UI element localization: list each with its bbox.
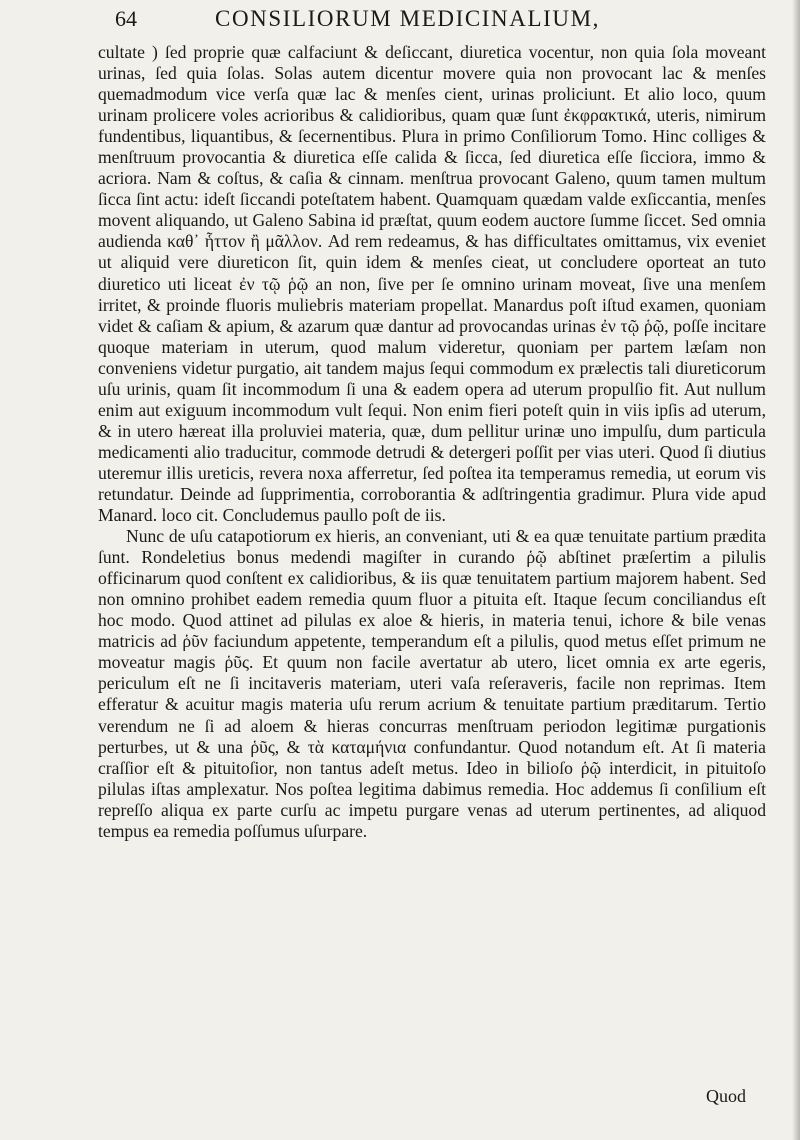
running-head: CONSILIORUM MEDICINALIUM, bbox=[215, 6, 600, 31]
body-text bbox=[98, 42, 766, 842]
catchword: Quod bbox=[706, 1086, 746, 1106]
paragraph-2: Nunc de uſu catapotiorum ex hieris, an conveniant, uti & ea quæ tenuitate partium prædita ſunt. Rondeletius bonus medendi magiſter in curando ῥῷ abſtinet præſertim a pilulis officinarum quod conſtent ex calidioribus, & iis quæ tenuitatem partium majorem habent. Sed non omnino prohibet eadem remedia quum fluor a pituita eſt. Itaque ſecum conciliandus eſt hoc modo. Quod attinet ad pilulas ex aloe & hieris, in materia tenui, ichore & bile venas matricis ad ῥῦν faciundum appetente, temperandum eſt a pilulis, quod metus eſſet primum ne moveatur magis ῥῦς. Et quum non facile avertatur ab utero, licet omnia ex arte egeris, periculum eſt ne ſi incitaveris materiam, uteri vaſa reſeraveris, facile non reprimas. Item efferatur & acuitur magis materia uſu rerum acrium & tenuitate partium præditarum. Tertio verendum ne ſi ad aloem & hieras concurras menſtruam periodon legitimæ purgationis perturbes, ut & una ῥῦς, & τὰ καταμήνια confundantur. Quod notandum eſt. At ſi materia craſſior eſt & pituitoſior, non tantus adeſt metus. Ideo in bilioſo ῥῷ interdicit, in pituitoſo pilulas iſtas amplexatur. Nos poſtea legitima dabimus remedia. Hoc addemus ſi conſilium eſt repreſſo aliqua ex parte curſu ac impetu purgare venas ad uterum pertinentes, ad aliquod tempus ea remedia poſſumus uſurpare. bbox=[98, 526, 766, 841]
page-number: 64 bbox=[115, 6, 137, 31]
paragraph-1: cultate ) ſed proprie quæ calfaciunt & deſiccant, diuretica vocentur, non quia ſola moveant urinas, ſed quia ſolas. Solas autem dicentur movere quia non provocant lac & menſes quemadmodum vice verſa quæ lac & menſes cient, urinas proliciunt. Et alio loco, quum urinam prolicere voles acrioribus & calidioribus, quam quæ ſunt ἐκφρακτικά, uteris, nimirum fundentibus, liquantibus, & ſecernentibus. Plura in primo Conſiliorum Tomo. Hinc colliges & menſtruum provocantia & diuretica eſſe calida & ſicca, ſed diuretica eſſe ſicciora, immo & acriora. Nam & coſtus, & caſia & cinnam. menſtrua provocant Galeno, quum tamen multum ſicca ſint actu: ideſt ſiccandi poteſtatem habent. Quamquam quædam valde exſiccantia, menſes movent aliquando, ut Galeno Sabina id præſtat, quum eodem auctore ſumme ſiccet. Sed omnia audienda καθ᾽ ἧττον ἢ μᾶλλον. Ad rem redeamus, & has difficultates omittamus, vix eveniet ut aliquid vere diureticon ſit, quin idem & menſes cieat, ut concludere oporteat an tuto diuretico uti liceat ἐν τῷ ῥῷ an non, ſive per ſe omnino urinam moveat, ſive una menſem irritet, & proinde fluoris muliebris materiam propellat. Manardus poſt iſtud examen, quoniam videt & caſiam & apium, & azarum quæ dantur ad provocandas urinas ἐν τῷ ῥῷ, poſſe incitare quoque materiam in uterum, quod malum videretur, quoniam per partem læſam non conveniens videtur purgatio, ait tandem majus ſequi commodum ex prælectis tali diureticorum uſu urinis, quam ſit incommodum ſi una & eadem opera ad uterum propulſio fit. Aut nullum enim aut exiguum incommodum vult ſequi. Non enim fieri poteſt quin in viis ipſis ad uterum, & in utero hæreat illa proluviei materia, quæ, dum pellitur urinæ uno impulſu, dum particula medicamenti alio traducitur, commode detrudi & detergeri poſſit per vias uteri. Quod ſi diutius uteremur illis ureticis, revera noxa afferretur, ſed poſtea ita temperamus remedia, ut eorum vis retundatur. Deinde ad ſupprimentia, corroborantia & adſtringentia gradimur. Plura vide apud Manard. loco cit. Concludemus paullo poſt de iis. bbox=[98, 42, 766, 526]
page-edge-shadow bbox=[792, 0, 800, 1140]
